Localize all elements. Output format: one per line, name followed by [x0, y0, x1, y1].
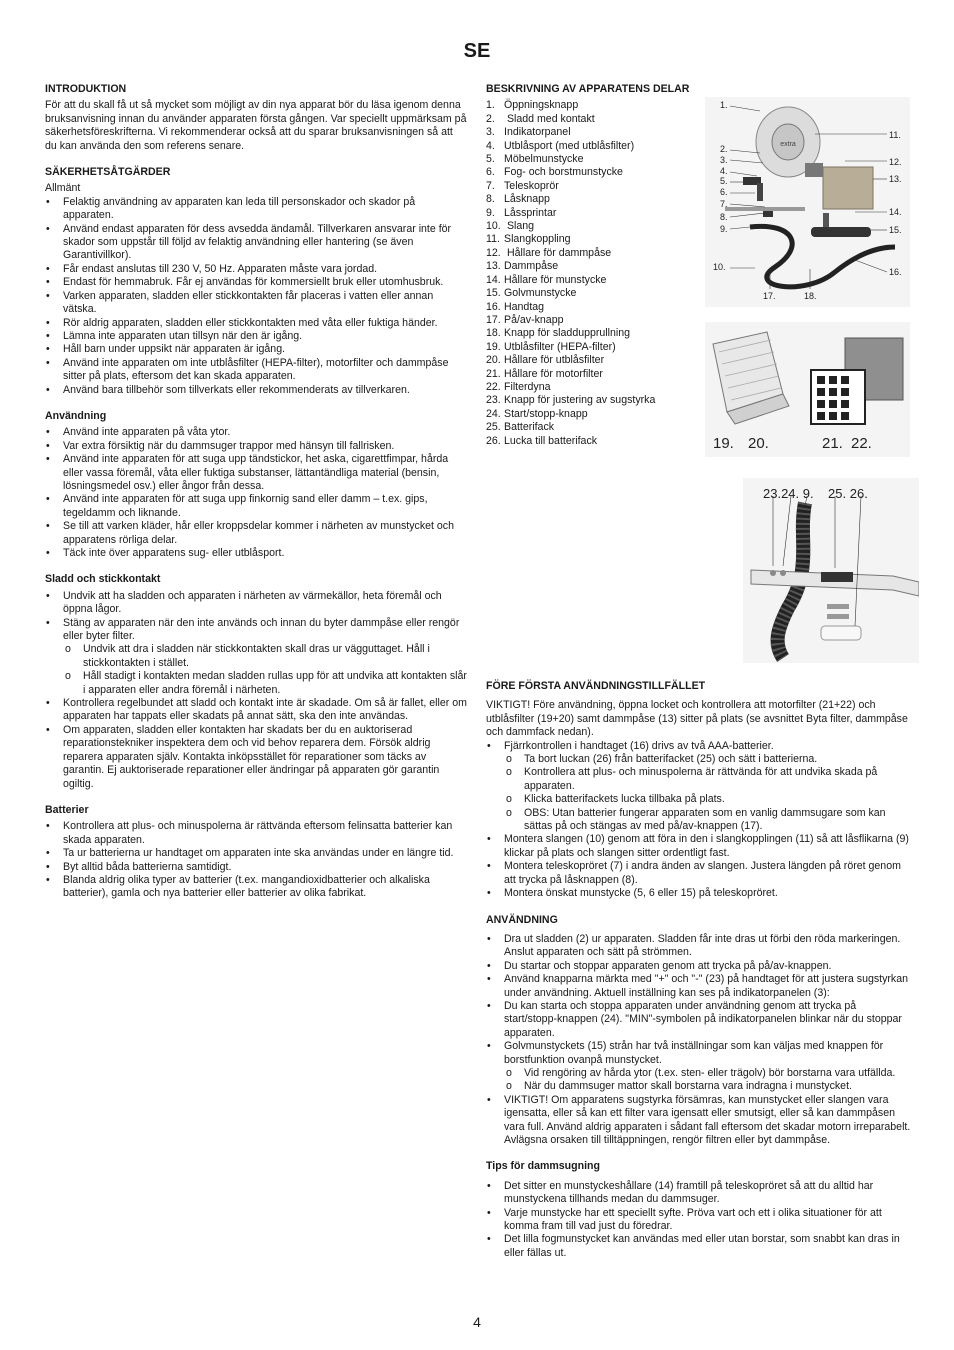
list-item: • Kontrollera regelbundet att sladd och kontakt inte är skadade. Om så är fallet, eller om apparaten har tappats eller skadats på annat sätt, ska den inte användas. [45, 697, 467, 724]
parts-list [486, 99, 706, 448]
part-name: Start/stopp-knapp [504, 407, 588, 420]
filters-figure [705, 322, 910, 457]
part-item [486, 233, 706, 246]
part-name: Golvmunstycke [504, 287, 577, 300]
part-item [486, 260, 706, 273]
usage-list [45, 426, 467, 560]
first-use-list [486, 740, 911, 901]
list-item: • Endast för hemmabruk. Får ej användas för kommersiellt bruk eller utomhusbruk. [45, 276, 467, 289]
list-item: • Undvik att ha sladden och apparaten i närheten av värmekällor, heta föremål och öppna lågor. [45, 590, 467, 617]
part-number: 4. [486, 139, 495, 152]
tips-heading: Tips för dammsugning [486, 1160, 600, 1173]
list-item: • Rör aldrig apparaten, sladden eller stickkontakten med våta eller fuktiga händer. [45, 317, 467, 330]
figure-label: 22. [851, 435, 872, 452]
part-number: 9. [486, 206, 495, 219]
part-item [486, 126, 706, 139]
list-item: • VIKTIGT! Om apparatens sugstyrka försämras, kan munstycket eller slangen vara igensatta, eller så kan ett filter vara igensatt eller smutsigt, eller så kan dammpåsen vara full. Använd aldrig apparaten i sådant fall eftersom det skadar motorn irreparabelt. Avlägsna orsaken till tilltäppningen, rengör filtren eller byt dammpåse. [486, 1094, 911, 1148]
figure-label: 5. [720, 176, 728, 186]
list-item: • Det lilla fogmunstycket kan användas med eller utan borstar, som snabbt kan dras in eller fällas ut. [486, 1233, 911, 1260]
first-use-section [486, 680, 911, 1260]
sub-list-item: o Undvik att dra i sladden när stickkontakten skall dras ur vägguttaget. Håll i stickkontakten i stället. [45, 643, 467, 670]
part-number: 24. [486, 407, 501, 420]
part-name: Hållare för dammpåse [504, 246, 612, 259]
part-item [486, 99, 706, 112]
list-item: • Du startar och stoppar apparaten genom att trycka på på/av-knappen. [486, 960, 911, 973]
part-number: 11. [486, 233, 500, 246]
part-number: 21. [486, 367, 501, 380]
sub-list-item: o Håll stadigt i kontakten medan sladden rullas upp för att undvika att kontakten slår i apparaten eller andra föremål i närheten. [45, 670, 467, 697]
figure-label: 3. [720, 155, 728, 165]
part-number: 7. [486, 179, 495, 192]
figure-label: 17. [763, 291, 776, 301]
part-name: Sladd med kontakt [504, 112, 595, 125]
part-item [486, 381, 706, 394]
part-number: 14. [486, 273, 501, 286]
part-item [486, 408, 706, 421]
list-item: • Se till att varken kläder, hår eller kroppsdelar kommer i närheten av munstycket och apparatens rörliga delar. [45, 520, 467, 547]
part-name: Dammpåse [504, 260, 559, 273]
part-name: Lucka till batterifack [504, 434, 598, 447]
list-item: • Får endast anslutas till 230 V, 50 Hz. Apparaten måste vara jordad. [45, 263, 467, 276]
part-item [486, 166, 706, 179]
part-item [486, 247, 706, 260]
left-column [45, 83, 467, 901]
part-number: 17. [486, 313, 501, 326]
part-name: Fog- och borstmunstycke [504, 166, 623, 179]
part-number: 19. [486, 340, 501, 353]
cord-subheading: Sladd och stickkontakt [45, 573, 161, 586]
figure-label: 20. [748, 435, 769, 452]
figure-label: 14. [889, 207, 902, 217]
safety-heading: SÄKERHETSÅTGÄRDER [45, 166, 171, 179]
list-item: • Montera slangen (10) genom att föra in den i slangkopplingen (11) så att låsflikarna (9) klickar på plats och slangen sitter ordentligt fast. [486, 833, 911, 860]
part-item [486, 368, 706, 381]
list-item: • Håll barn under uppsikt när apparaten är igång. [45, 343, 467, 356]
sub-list-item: o Kontrollera att plus- och minuspolerna är rättvända för att undvika skada på apparaten. [486, 766, 911, 793]
part-item [486, 220, 706, 233]
part-item [486, 354, 706, 367]
general-label: Allmänt [45, 182, 81, 195]
part-item [486, 180, 706, 193]
figure-label: 8. [720, 212, 728, 222]
list-item: • Täck inte över apparatens sug- eller utblåsport. [45, 547, 467, 560]
part-name: Hållare för munstycke [504, 273, 607, 286]
list-item: • Använd inte apparaten på våta ytor. [45, 426, 467, 439]
handle-labels: 23.24. 9. 25. 26. [763, 486, 868, 501]
figure-label: 2. [720, 144, 728, 154]
part-number: 1. [486, 99, 495, 112]
figure-label: 10. [713, 262, 726, 272]
figure-label: 19. [713, 435, 734, 452]
part-name: Indikatorpanel [504, 126, 571, 139]
part-item [486, 394, 706, 407]
part-name: Utblåsfilter (HEPA-filter) [504, 340, 616, 353]
part-number: 13. [486, 260, 501, 273]
list-item: • Var extra försiktig när du dammsuger trappor med hänsyn till fallrisken. [45, 440, 467, 453]
list-item: • Montera önskat munstycke (5, 6 eller 15) på teleskopröret. [486, 887, 911, 900]
figure-label: 13. [889, 174, 902, 184]
figure-label: 16. [889, 267, 902, 277]
list-item: • Montera teleskopröret (7) i andra änden av slangen. Justera längden på röret genom att trycka på låsknappen (8). [486, 860, 911, 887]
part-name: Hållare för motorfilter [504, 367, 603, 380]
part-item [486, 140, 706, 153]
usage-subheading: Användning [45, 409, 107, 422]
part-name: Batterifack [504, 421, 555, 434]
list-item: • Varje munstycke har ett speciellt syfte. Pröva vart och ett i olika situationer för att komma fram till vad just du föredrar. [486, 1207, 911, 1234]
list-item: • Stäng av apparaten när den inte används och innan du byter dammpåse eller rengör eller byter filter. [45, 617, 467, 644]
part-item [486, 421, 706, 434]
part-name: Öppningsknapp [504, 99, 579, 112]
sub-list-item: o Klicka batterifackets lucka tillbaka på plats. [486, 793, 911, 806]
list-item: • Du kan starta och stoppa apparaten under användning genom att trycka på start/stopp-knappen (24). "MIN"-symbolen på indikatorpanelen blinkar när du stoppar apparaten. [486, 1000, 911, 1040]
part-item [486, 207, 706, 220]
part-number: 26. [486, 434, 501, 447]
part-number: 18. [486, 327, 501, 340]
part-item [486, 274, 706, 287]
page-language-code: SE [463, 40, 491, 62]
list-item: • Blanda aldrig olika typer av batterier (t.ex. mangandioxidbatterier och alkaliska batterier), gamla och nya batterier eller batterier av olika fabrikat. [45, 874, 467, 901]
part-name: Teleskoprör [504, 179, 559, 192]
part-number: 22. [486, 380, 501, 393]
part-item [486, 435, 706, 448]
part-name: Handtag [504, 300, 545, 313]
list-item: • Byt alltid båda batterierna samtidigt. [45, 861, 467, 874]
part-item [486, 341, 706, 354]
part-number: 12. [486, 246, 501, 259]
part-name: Slang [504, 220, 535, 233]
figure-label: 11. [889, 130, 901, 140]
figure-label: 18. [804, 291, 817, 301]
list-item: • Kontrollera att plus- och minuspolerna är rättvända eftersom felinsatta batterier kan skada apparaten. [45, 820, 467, 847]
handle-figure [743, 478, 919, 663]
vacuum-brand: extra [780, 141, 796, 148]
figure-label: 4. [720, 166, 728, 176]
batteries-list [45, 820, 467, 900]
intro-heading: INTRODUKTION [45, 83, 127, 95]
list-item: • Golvmunstyckets (15) strån har två inställningar som kan väljas med knappen för borstfunktion ovanpå munstycket. [486, 1040, 911, 1067]
list-item: • Använd knapparna märkta med "+" och "-" (23) på handtaget för att justera sugstyrkan under användning. Aktuell inställning kan ses på indikatorpanelen (3): [486, 973, 911, 1000]
tips-list [486, 1180, 911, 1260]
part-name: Låsknapp [504, 193, 550, 206]
page-number: 4 [473, 1314, 481, 1330]
figure-label: 9. [720, 224, 728, 234]
part-number: 3. [486, 126, 495, 139]
part-item [486, 193, 706, 206]
part-item [486, 301, 706, 314]
first-use-heading: FÖRE FÖRSTA ANVÄNDNINGSTILLFÄLLET [486, 680, 706, 692]
sub-list-item: o OBS: Utan batterier fungerar apparaten som en vanlig dammsugare som kan sättas på och stängas av med på/av-knappen (17). [486, 807, 911, 834]
figure-label: 6. [720, 187, 728, 197]
usage-main-list [486, 933, 911, 1148]
list-item: • Felaktig användning av apparaten kan leda till personskador och skador på apparaten. [45, 196, 467, 223]
figure-label: 1. [720, 100, 728, 110]
cord-list [45, 590, 467, 791]
part-name: Utblåsport (med utblåsfilter) [504, 139, 635, 152]
part-number: 5. [486, 153, 495, 166]
part-item [486, 327, 706, 340]
vacuum-parts-figure [705, 97, 910, 307]
list-item: • Om apparaten, sladden eller kontakten har skadats ber du en auktoriserad reparationstekniker inspektera dem och vid behov reparera dem. Försök aldrig reparera apparaten själv. Kontakta inköpsstället för reparationer som täcks av garantin. Ej auktoriserade reparationer eller ändringar på apparaten gör garantin ogiltig. [45, 724, 467, 791]
sub-list-item: o När du dammsuger mattor skall borstarna vara indragna i munstycket. [486, 1080, 911, 1093]
general-list [45, 196, 467, 397]
parts-heading: BESKRIVNING AV APPARATENS DELAR [486, 83, 690, 95]
part-number: 16. [486, 300, 501, 313]
list-item: • Varken apparaten, sladden eller stickkontakten får placeras i vatten eller annan vätska. [45, 290, 467, 317]
list-item: • Lämna inte apparaten utan tillsyn när den är igång. [45, 330, 467, 343]
list-item: • Använd bara tillbehör som tillverkats eller rekommenderats av tillverkaren. [45, 384, 467, 397]
part-number: 20. [486, 354, 501, 367]
part-number: 25. [486, 421, 501, 434]
list-item: • Använd inte apparaten för att suga upp finkornig sand eller damm – t.ex. gips, tegeldamm och liknande. [45, 493, 467, 520]
part-item [486, 287, 706, 300]
part-name: Hållare för utblåsfilter [504, 354, 605, 367]
list-item: • Fjärrkontrollen i handtaget (16) drivs av två AAA-batterier. [486, 740, 911, 753]
part-name: På/av-knapp [504, 313, 564, 326]
list-item: • Använd endast apparaten för dess avsedda ändamål. Tillverkaren ansvarar inte för skador som uppstår till följd av felaktig användning eller hantering (se även Garantivillkor). [45, 223, 467, 263]
part-name: Knapp för justering av sugstyrka [504, 394, 656, 407]
part-name: Slangkoppling [504, 233, 571, 246]
part-number: 6. [486, 166, 495, 179]
part-item [486, 153, 706, 166]
figure-label: 12. [889, 157, 902, 167]
part-name: Filterdyna [504, 380, 551, 393]
part-name: Möbelmunstycke [504, 153, 584, 166]
part-number: 15. [486, 287, 501, 300]
part-number: 10. [486, 220, 501, 233]
list-item: • Dra ut sladden (2) ur apparaten. Sladden får inte dras ut förbi den röda markeringen. Anslut apparaten och sätt på strömmen. [486, 933, 911, 960]
sub-list-item: o Vid rengöring av hårda ytor (t.ex. sten- eller trägolv) bör borstarna vara utfällda. [486, 1067, 911, 1080]
list-item: • Det sitter en munstyckeshållare (14) framtill på teleskopröret så att du alltid har munstyckena tillhands medan du dammsuger. [486, 1180, 911, 1207]
figure-label: 21. [822, 435, 843, 452]
part-item [486, 113, 706, 126]
batteries-subheading: Batterier [45, 803, 89, 816]
part-number: 2. [486, 112, 495, 125]
part-name: Knapp för sladdupprullning [504, 327, 631, 340]
part-name: Låssprintar [504, 206, 557, 219]
part-number: 8. [486, 193, 495, 206]
list-item: • Ta ur batterierna ur handtaget om apparaten inte ska användas under en längre tid. [45, 847, 467, 860]
figure-label: 7. [720, 199, 728, 209]
part-number: 23. [486, 394, 501, 407]
first-use-intro: VIKTIGT! Före användning, öppna locket och kontrollera att motorfilter (21+22) och utblåsfilter (19+20) samt dammpåse (13) sitter på plats (se avsnittet Byta filter, dammpåse och dammfack nedan). [486, 699, 908, 739]
list-item: • Använd inte apparaten för att suga upp tändstickor, het aska, cigarettfimpar, hårda eller vassa föremål, våta eller fuktiga substanser, lättantändliga material (bensin, lösningsmedel osv.) eller ångor från dessa. [45, 453, 467, 493]
part-item [486, 314, 706, 327]
sub-list-item: o Ta bort luckan (26) från batterifacket (25) och sätt i batterierna. [486, 753, 911, 766]
usage-heading: ANVÄNDNING [486, 913, 558, 926]
intro-text: För att du skall få ut så mycket som möjligt av din nya apparat bör du läsa igenom denna bruksanvisning innan du använder apparaten första gången. Var speciellt uppmärksam på säkerhetsföreskrifterna. Vi rekommenderar också att du sparar bruksanvisningen så att du kan använda den som referens senare. [45, 99, 467, 152]
figure-label: 15. [889, 225, 902, 235]
list-item: • Använd inte apparaten om inte utblåsfilter (HEPA-filter), motorfilter och dammpåse sitter på plats, eftersom det kan skada apparaten. [45, 357, 467, 384]
